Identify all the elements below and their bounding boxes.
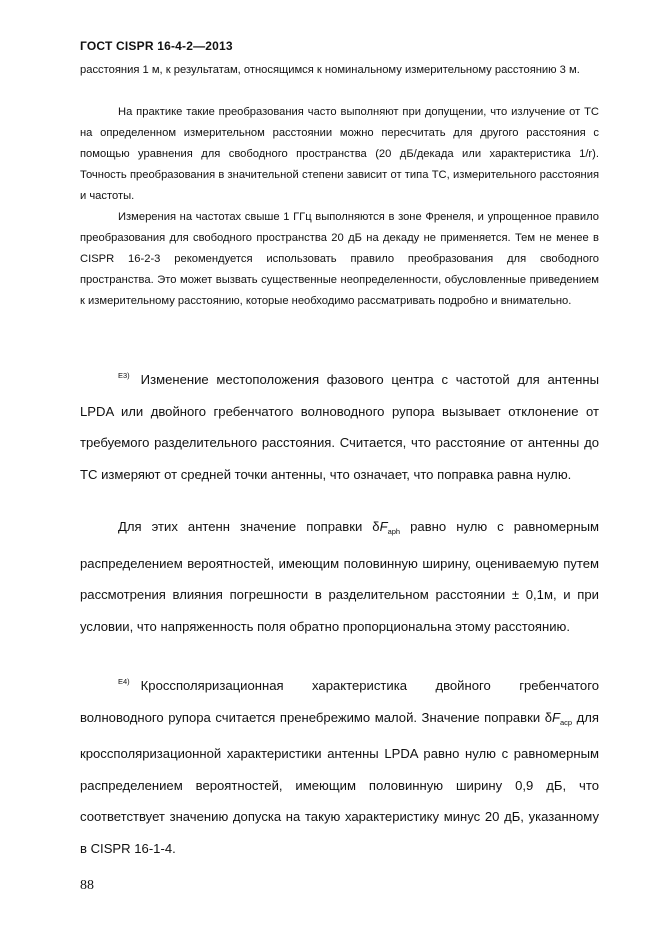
paragraph-phase-center	[80, 360, 599, 490]
document-header: ГОСТ CISPR 16-4-2—2013	[80, 39, 233, 53]
subscript-acp: acp	[560, 717, 573, 727]
paragraph-conversion-practice	[80, 102, 599, 207]
paragraph-text: равно нулю с равномерным распределением вероятностей, имеющим половинную ширину, оцениваемую путем рассмотрения влияния погрешности в разделительном расстоянии ± 0,1м, и при условии, что напряженность поля обратно пропорциональна этому расстоянию.	[80, 519, 600, 634]
paragraph-text: Для этих антенн значение поправки δ	[118, 519, 380, 534]
symbol-f: F	[379, 519, 388, 534]
symbol-f: F	[552, 709, 560, 725]
footnote-marker-e4: E4)	[118, 677, 130, 686]
page-number: 88	[80, 878, 94, 893]
paragraph-text: На практике такие преобразования часто выполняют при допущении, что излучение от ТС на определенном измерительном расстоянии можно пересчитать для другого расстояния с помощью уравнения для свободного пространства (20 дБ/декада или характеристика 1/r). Точность преобразования в значительной степени зависит от типа ТС, измерительного расстояния и частоты.	[80, 106, 599, 202]
footnote-marker-e3: E3)	[118, 371, 130, 380]
subscript-aph: aph	[387, 527, 401, 536]
paragraph-aph-correction	[80, 511, 599, 642]
paragraph-text: Измерения на частотах свыше 1 ГГц выполняются в зоне Френеля, и упрощенное правило преобразования для свободного пространства 20 дБ на декаду не применяется. Тем не менее в CISPR 16-2-3 рекомендуется использовать правило преобразования для свободного пространства. Это может вызвать существенные неопределенности, обусловленные приведением к измерительному расстоянию, которые необходимо рассматривать подробно и внимательно.	[80, 211, 599, 307]
paragraph-text: расстояния 1 м, к результатам, относящимся к номинальному измерительному расстоянию 3 м.	[80, 64, 580, 76]
paragraph-fresnel-zone	[80, 207, 599, 312]
paragraph-text: Кроссполяризационная характеристика двойного гребенчатого волноводного рупора считается пренебрежимо малой. Значение поправки δ	[80, 678, 599, 725]
paragraph-cross-polarization	[80, 666, 599, 864]
paragraph-text: для кроссполяризационной характеристики антенны LPDA равно нулю с равномерным распределением вероятностей, имеющим половинную ширину 0,9 дБ, что соответствует значению допуска на такую характеристику минус 20 дБ, указанному в CISPR 16-1-4.	[80, 709, 599, 856]
paragraph-text: Изменение местоположения фазового центра с частотой для антенны LPDA или двойного гребенчатого волноводного рупора вызывает отклонение от требуемого разделительного расстояния. Считается, что расстояние от антенны до ТС измеряют от средней точки антенны, что означает, что поправка равна нулю.	[80, 372, 599, 482]
paragraph-distance-conversion-end	[80, 60, 599, 81]
